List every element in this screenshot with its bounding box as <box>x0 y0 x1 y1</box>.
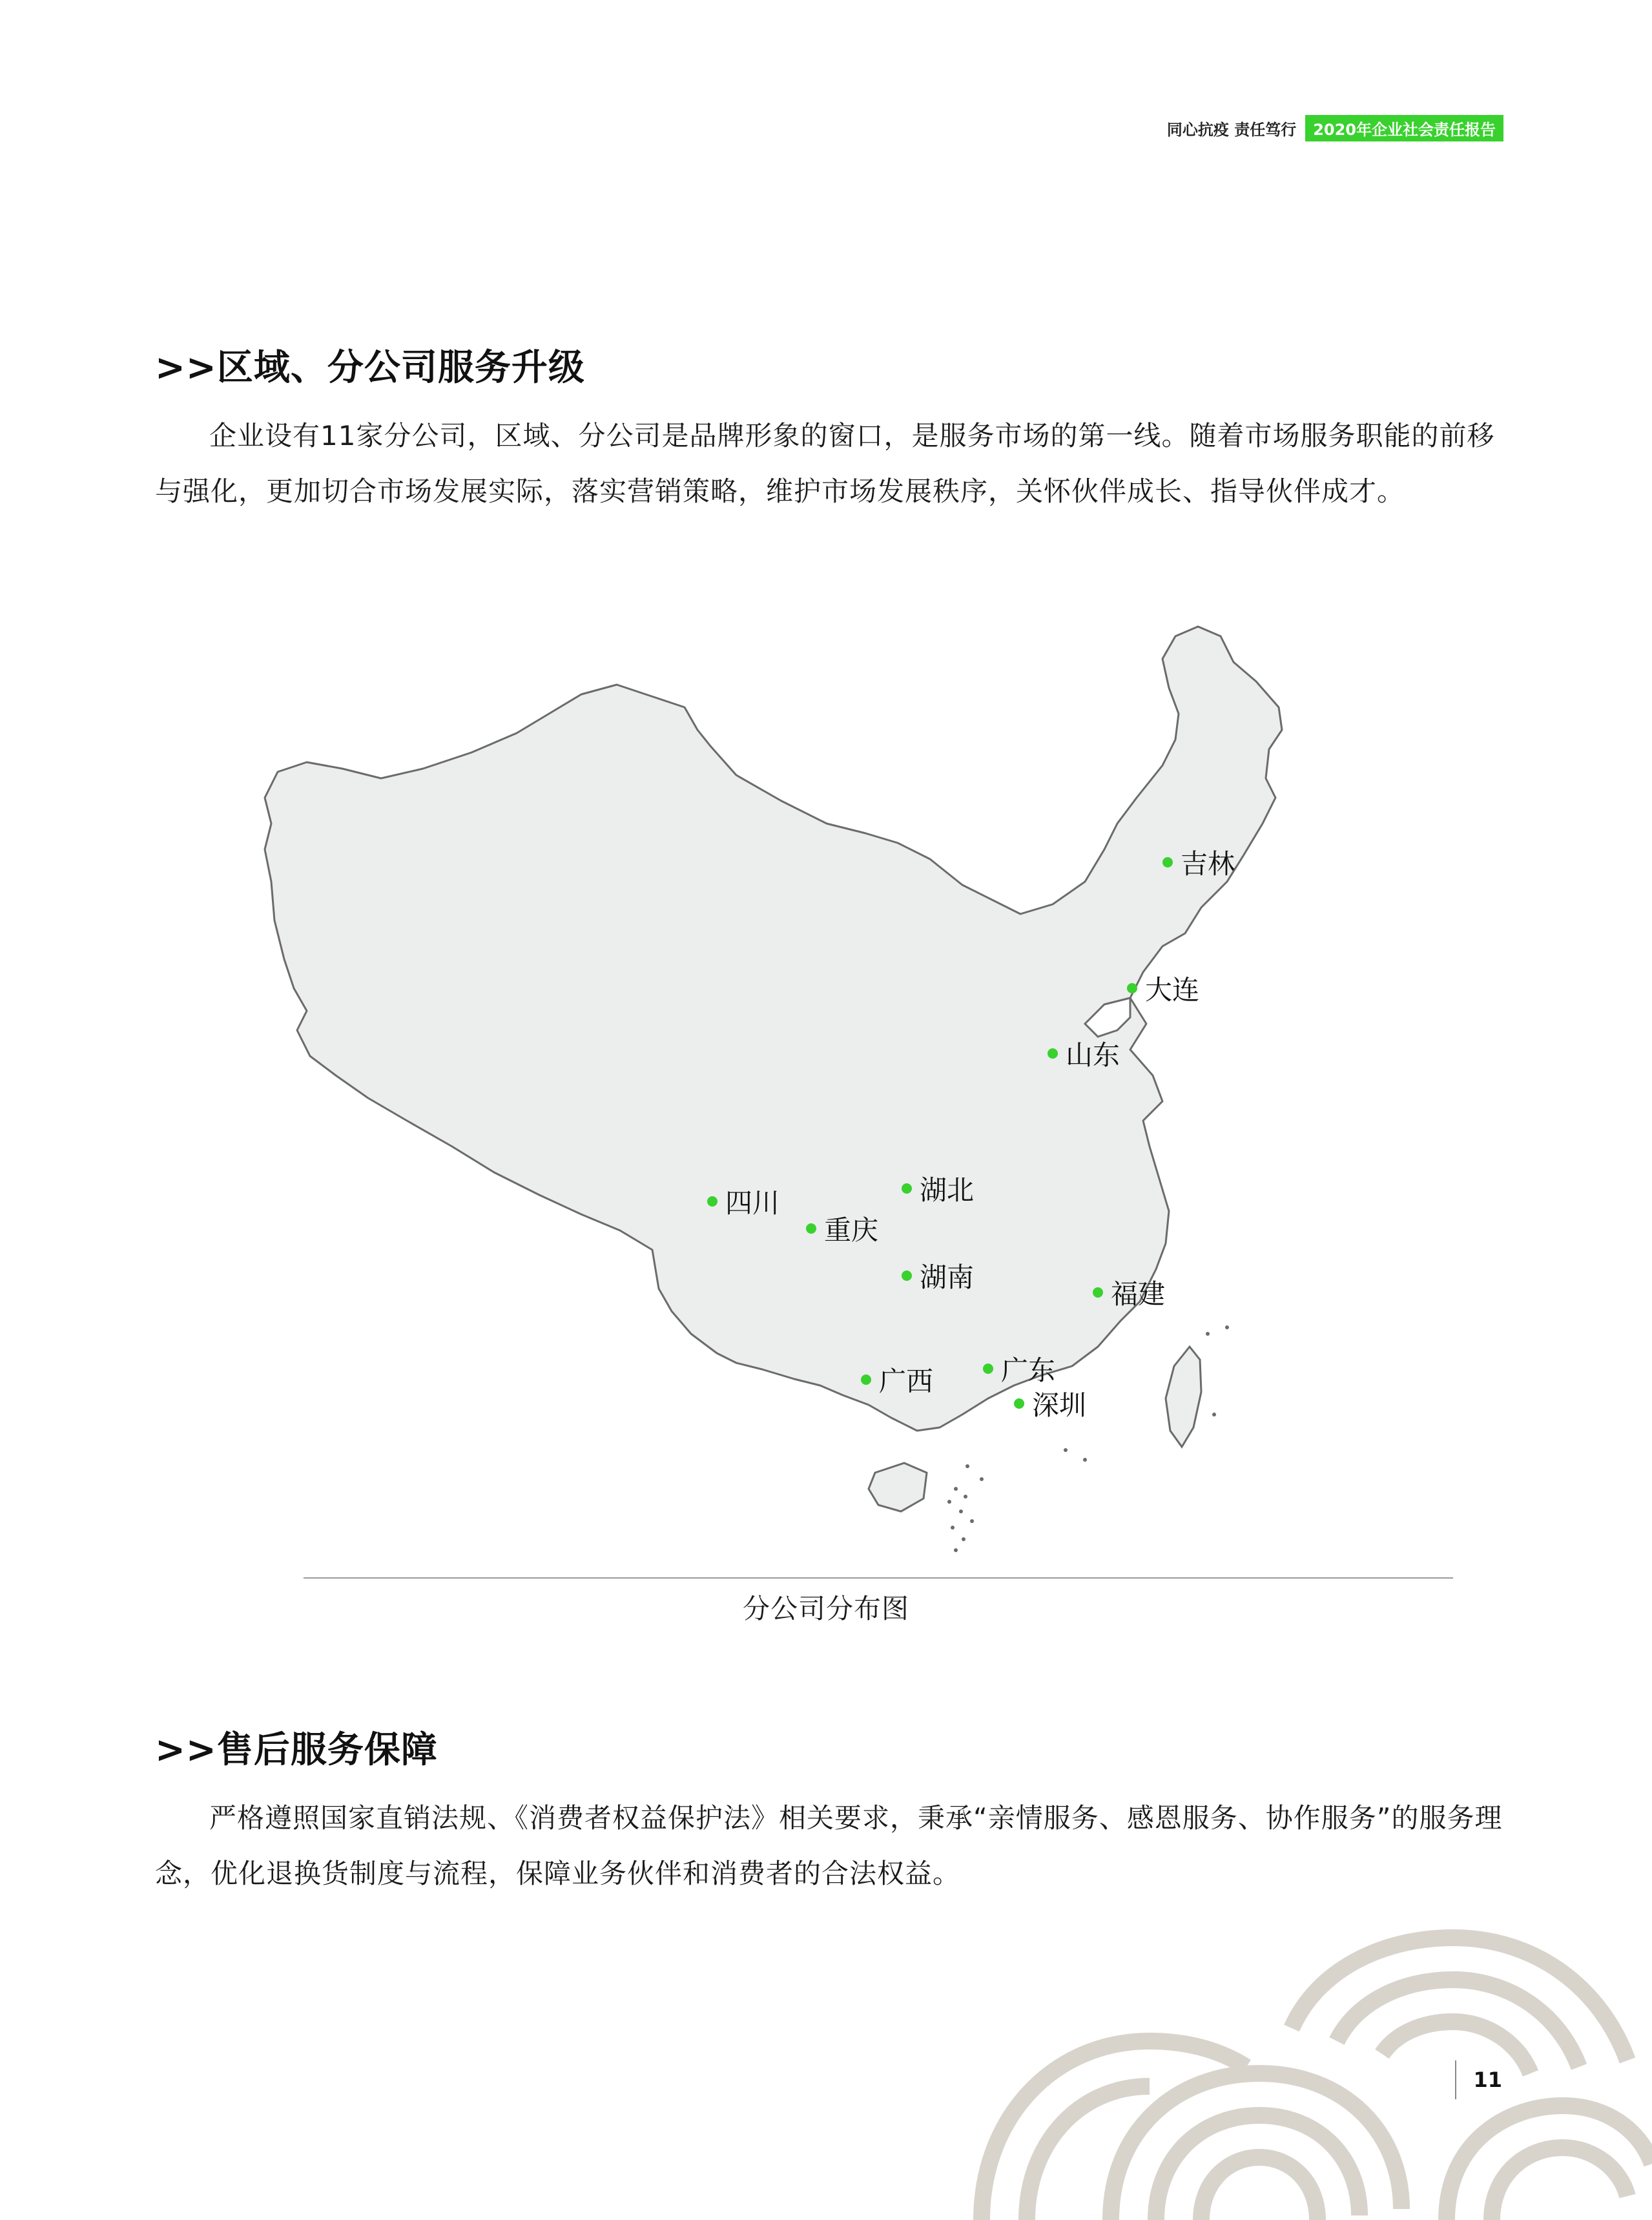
branch-distribution-map <box>245 610 1292 1579</box>
city-marker-jilin <box>1162 843 1235 882</box>
city-marker-guangdong <box>983 1349 1055 1388</box>
taiwan-island <box>1166 1347 1201 1447</box>
location-dot-icon <box>1127 983 1137 993</box>
city-label: 广东 <box>1001 1354 1056 1386</box>
city-label: 深圳 <box>1032 1389 1087 1421</box>
city-marker-hubei <box>902 1169 974 1208</box>
city-marker-sichuan <box>707 1182 780 1221</box>
section-body-after-sales: 严格遵照国家直销法规、《消费者权益保护法》相关要求，秉承“亲情服务、感恩服务、协作服务”的服务理念，优化退换货制度与流程，保障业务伙伴和消费者的合法权益。 <box>155 1802 1503 1889</box>
city-label: 四川 <box>725 1187 780 1219</box>
section-title-after-sales: >>售后服务保障 <box>155 1729 438 1771</box>
report-title-badge: 2020年企业社会责任报告 <box>1305 115 1503 141</box>
city-label: 湖北 <box>920 1174 975 1206</box>
page-header <box>1167 115 1503 141</box>
header-slogan: 同心抗疫 责任笃行 <box>1166 121 1297 139</box>
location-dot-icon <box>983 1364 993 1374</box>
location-dot-icon <box>1048 1048 1058 1059</box>
city-marker-fujian <box>1093 1273 1165 1312</box>
city-label: 福建 <box>1111 1278 1166 1310</box>
location-dot-icon <box>902 1271 912 1281</box>
city-marker-guangxi <box>861 1360 933 1399</box>
page-number: 11 <box>1455 2060 1502 2099</box>
caption-divider <box>304 1577 1453 1579</box>
city-label: 广西 <box>879 1365 934 1397</box>
city-label: 吉林 <box>1181 848 1235 880</box>
hainan-island <box>869 1463 927 1511</box>
location-dot-icon <box>1093 1287 1103 1298</box>
location-dot-icon <box>1162 857 1173 867</box>
city-marker-shenzhen <box>1014 1384 1086 1423</box>
city-label: 大连 <box>1145 974 1200 1006</box>
location-dot-icon <box>902 1183 912 1194</box>
location-dot-icon <box>861 1375 871 1385</box>
city-marker-chongqing <box>806 1209 878 1248</box>
city-label: 湖南 <box>920 1261 975 1293</box>
location-dot-icon <box>1014 1398 1024 1409</box>
city-marker-dalian <box>1127 969 1199 1008</box>
city-label: 重庆 <box>824 1214 879 1246</box>
location-dot-icon <box>707 1196 718 1207</box>
location-dot-icon <box>806 1223 816 1234</box>
china-map-outline <box>245 610 1292 1579</box>
section-title-branch-service: >>区域、分公司服务升级 <box>155 347 585 389</box>
city-marker-shandong <box>1048 1034 1120 1073</box>
city-marker-hunan <box>902 1256 974 1295</box>
section-body-branch-service: 企业设有11家分公司，区域、分公司是品牌形象的窗口，是服务市场的第一线。随着市场服务职能的前移与强化，更加切合市场发展实际，落实营销策略，维护市场发展秩序，关怀伙伴成长、指导伙伴成才。 <box>155 420 1495 507</box>
map-caption: 分公司分布图 <box>742 1593 909 1624</box>
auspicious-cloud-decoration <box>956 1912 1652 2220</box>
city-label: 山东 <box>1066 1039 1120 1071</box>
